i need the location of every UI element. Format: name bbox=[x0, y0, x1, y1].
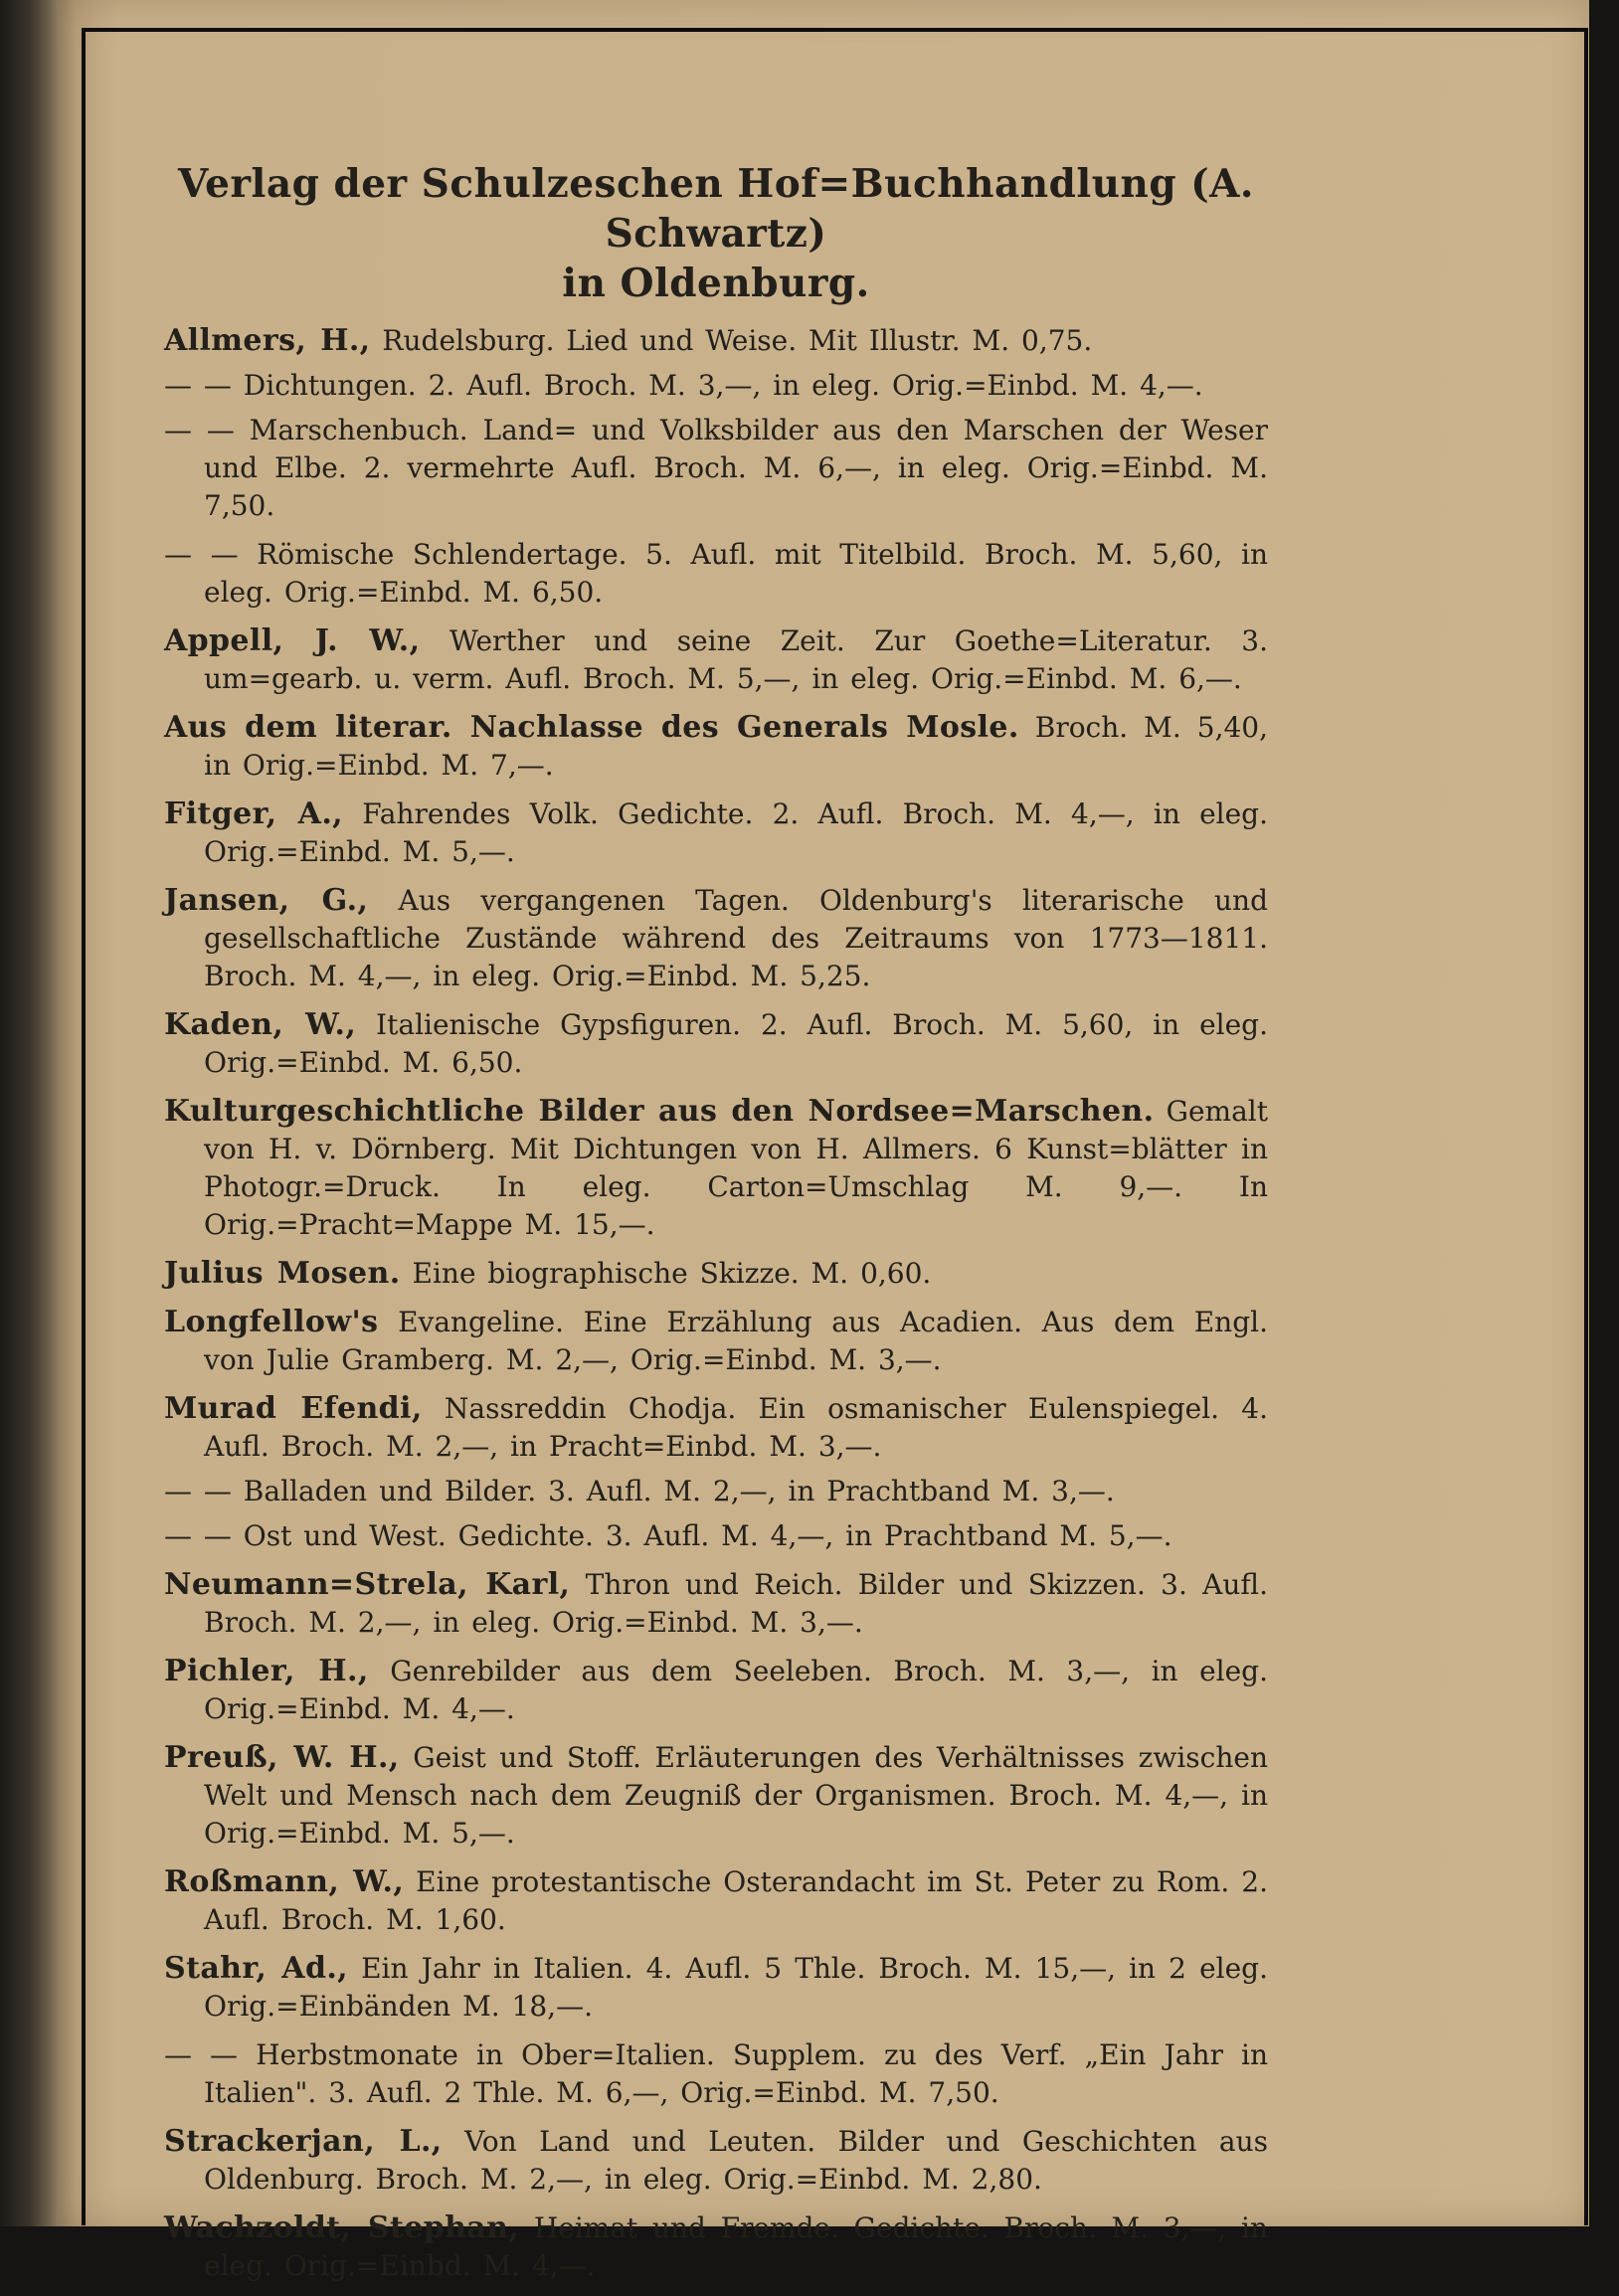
entry-text: Fahrendes Volk. Gedichte. 2. Aufl. Broch. M. 4,—, in eleg. Orig.=Einbd. M. 5,—. bbox=[204, 797, 1268, 868]
entry-text: Geist und Stoff. Erläuterungen des Verhältnisses zwischen Welt und Mensch nach dem Zeugniß der Organismen. Broch. M. 4,—, in Orig.=Einbd. M. 5,—. bbox=[204, 1741, 1268, 1850]
entry-author: Preuß, W. H., bbox=[164, 1740, 400, 1775]
catalog-entry bbox=[164, 622, 1268, 698]
entry-author: Fitger, A., bbox=[164, 796, 344, 831]
entry-text: Dichtungen. 2. Aufl. Broch. M. 3,—, in eleg. Orig.=Einbd. M. 4,—. bbox=[231, 369, 1203, 402]
entry-text: Gemalt von H. v. Dörnberg. Mit Dichtungen von H. Allmers. 6 Kunst=blätter in Photogr.=Druck. In eleg. Carton=Umschlag M. 9,—. In Orig.=Pracht=Mappe M. 15,—. bbox=[204, 1095, 1268, 1241]
entry-text: Evangeline. Eine Erzählung aus Acadien. Aus dem Engl. von Julie Gramberg. M. 2,—, Orig.=Einbd. M. 3,—. bbox=[204, 1306, 1268, 1376]
entry-text: Thron und Reich. Bilder und Skizzen. 3. Aufl. Broch. M. 2,—, in eleg. Orig.=Einbd. M. 3,—. bbox=[204, 1568, 1268, 1639]
entry-author: Stahr, Ad., bbox=[164, 1951, 349, 1986]
page-content bbox=[164, 159, 1268, 2296]
entry-text: Broch. M. 5,40, in Orig.=Einbd. M. 7,—. bbox=[204, 711, 1269, 782]
catalog-entry bbox=[164, 1566, 1268, 1642]
entry-author: Strackerjan, L., bbox=[164, 2124, 443, 2159]
entry-author: Jansen, G., bbox=[164, 883, 369, 918]
entry-text: Heimat und Fremde. Gedichte. Broch. M. 3,—, in eleg. Orig.=Einbd. M. 4,—. bbox=[204, 2211, 1268, 2282]
catalog-entry bbox=[164, 1517, 1268, 1555]
catalog-entry bbox=[164, 1950, 1268, 2026]
catalog-entry bbox=[164, 709, 1268, 785]
catalog-entry bbox=[164, 322, 1268, 360]
entry-author: — — bbox=[164, 414, 235, 446]
page-heading bbox=[164, 159, 1268, 308]
catalog-entry bbox=[164, 412, 1268, 525]
entry-text: Römische Schlendertage. 5. Aufl. mit Titelbild. Broch. M. 5,60, in eleg. Orig.=Einbd. M. 6,50. bbox=[204, 538, 1268, 609]
entry-author: Pichler, H., bbox=[164, 1654, 369, 1688]
catalog-entry bbox=[164, 1863, 1268, 1939]
entry-author: Murad Efendi, bbox=[164, 1391, 423, 1426]
entry-author: Julius Mosen. bbox=[164, 1256, 401, 1291]
entry-author: — — bbox=[164, 369, 232, 402]
catalog-list bbox=[164, 322, 1268, 2285]
catalog-entry bbox=[164, 2209, 1268, 2285]
entry-author: — — bbox=[164, 538, 239, 571]
entry-text: Marschenbuch. Land= und Volksbilder aus den Marschen der Weser und Elbe. 2. vermehrte Aufl. Broch. M. 6,—, in eleg. Orig.=Einbd. M. 7,50. bbox=[204, 414, 1268, 522]
entry-text: Nassreddin Chodja. Ein osmanischer Eulenspiegel. 4. Aufl. Broch. M. 2,—, in Pracht=Einbd. M. 3,—. bbox=[204, 1392, 1269, 1463]
catalog-entry bbox=[164, 2123, 1268, 2199]
entry-author: — — bbox=[164, 1475, 232, 1507]
catalog-entry bbox=[164, 1739, 1268, 1853]
entry-author: — — bbox=[164, 1519, 232, 1552]
entry-author: Appell, J. W., bbox=[164, 623, 421, 658]
catalog-entry bbox=[164, 795, 1268, 871]
entry-author: Wachzoldt, Stephan, bbox=[164, 2210, 520, 2245]
entry-text: Herbstmonate in Ober=Italien. Supplem. zu des Verf. „Ein Jahr in Italien". 3. Aufl. 2 Thle. M. 6,—, Orig.=Einbd. M. 7,50. bbox=[204, 2038, 1268, 2109]
entry-text: Rudelsburg. Lied und Weise. Mit Illustr. M. 0,75. bbox=[370, 324, 1093, 357]
catalog-entry bbox=[164, 1390, 1268, 1466]
entry-author: Aus dem literar. Nachlasse des Generals Mosle. bbox=[164, 710, 1019, 745]
catalog-entry bbox=[164, 1473, 1268, 1510]
heading-line-2: in Oldenburg. bbox=[562, 261, 870, 306]
catalog-entry bbox=[164, 1006, 1268, 1082]
catalog-entry bbox=[164, 536, 1268, 612]
entry-author: Allmers, H., bbox=[164, 323, 371, 358]
entry-text: Italienische Gypsfiguren. 2. Aufl. Broch. M. 5,60, in eleg. Orig.=Einbd. M. 6,50. bbox=[204, 1008, 1268, 1079]
entry-text: Balladen und Bilder. 3. Aufl. M. 2,—, in Prachtband M. 3,—. bbox=[231, 1475, 1115, 1507]
entry-text: Von Land und Leuten. Bilder und Geschichten aus Oldenburg. Broch. M. 2,—, in eleg. Orig.=Einbd. M. 2,80. bbox=[204, 2125, 1268, 2196]
catalog-entry bbox=[164, 2036, 1268, 2112]
entry-text: Werther und seine Zeit. Zur Goethe=Literatur. 3. um=gearb. u. verm. Aufl. Broch. M. 5,—, in eleg. Orig.=Einbd. M. 6,—. bbox=[204, 624, 1268, 695]
catalog-entry bbox=[164, 882, 1268, 995]
entry-author: Kaden, W., bbox=[164, 1007, 357, 1042]
entry-author: Roßmann, W., bbox=[164, 1864, 405, 1899]
heading-line-1: Verlag der Schulzeschen Hof=Buchhandlung (A. Schwartz) bbox=[177, 161, 1255, 257]
catalog-entry bbox=[164, 1304, 1268, 1379]
catalog-entry bbox=[164, 1093, 1268, 1244]
entry-text: Eine protestantische Osterandacht im St. Peter zu Rom. 2. Aufl. Broch. M. 1,60. bbox=[204, 1865, 1268, 1936]
entry-author: — — bbox=[164, 2038, 239, 2071]
entry-text: Ost und West. Gedichte. 3. Aufl. M. 4,—, in Prachtband M. 5,—. bbox=[231, 1519, 1172, 1552]
entry-author: Longfellow's bbox=[164, 1305, 379, 1339]
entry-author: Kulturgeschichtliche Bilder aus den Nordsee=Marschen. bbox=[164, 1094, 1155, 1129]
book-gutter bbox=[0, 0, 58, 2226]
catalog-entry bbox=[164, 1653, 1268, 1728]
catalog-entry bbox=[164, 1255, 1268, 1293]
entry-text: Genrebilder aus dem Seeleben. Broch. M. 3,—, in eleg. Orig.=Einbd. M. 4,—. bbox=[204, 1655, 1268, 1725]
entry-author: Neumann=Strela, Karl, bbox=[164, 1567, 571, 1602]
entry-text: Aus vergangenen Tagen. Oldenburg's literarische und gesellschaftliche Zustände während des Zeitraums von 1773—1811. Broch. M. 4,—, in eleg. Orig.=Einbd. M. 5,25. bbox=[204, 884, 1268, 992]
entry-text: Ein Jahr in Italien. 4. Aufl. 5 Thle. Broch. M. 15,—, in 2 eleg. Orig.=Einbänden M. 18,—. bbox=[204, 1952, 1268, 2023]
catalog-entry bbox=[164, 367, 1268, 405]
entry-text: Eine biographische Skizze. M. 0,60. bbox=[400, 1257, 932, 1290]
